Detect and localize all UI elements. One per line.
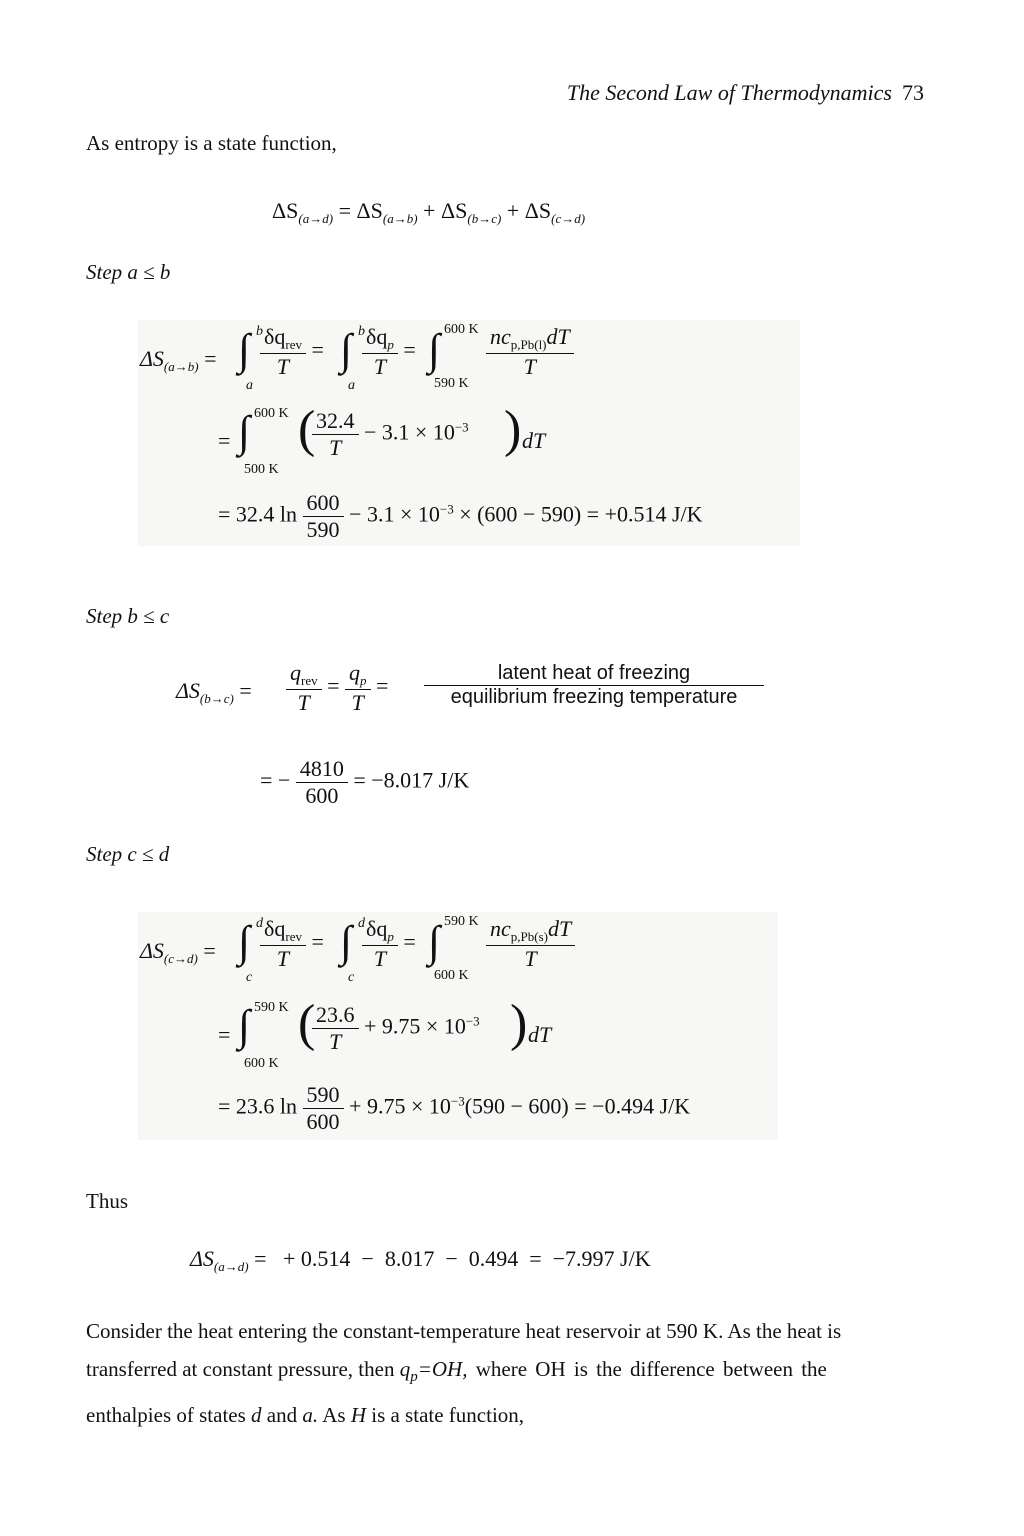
thus-label: Thus [86, 1189, 128, 1213]
main-equation: $\Delta S_{(a\to d)} = \Delta S_{(a\to b)} + \Delta S_{(b\to c)} + \Delta S_{(c\to d)}$ [272, 198, 586, 226]
page-number: 73 [902, 80, 924, 105]
intro-text: As entropy is a state function, [86, 131, 337, 155]
step-bc-label: Step b ≤ c [86, 604, 170, 628]
running-header [567, 80, 924, 106]
total-equation: $\Delta S_{(a\to d)}$ = + 0.514 − 8.017 − 0.494 = −7.997 J/K [190, 1246, 651, 1274]
step-ab-equation-block: $\Delta S_{(a\to b)}$ = ∫ b a $\frac{\delta q_{rev}}{T}$ = ∫ b a $\frac{\delta q_p}{T}$ = ∫ 600 K 590 K $\frac{nc_{p,Pb(l)}dT}{T}$ = ∫ 600 K 500 K ( $\frac{32.4}{T}$ − $3.1 \times 10^{-3}$ ) dT = 32.4 ln $\frac{600}{590}$ − $3.1 \times 10^{-3} \times (600 - 590) = +0.514$ J/K [138, 320, 800, 546]
step-bc-equation-block: $\Delta S_{(b\to c)}$ = $\frac{q_{rev}}{T}$ = $\frac{q_p}{T}$ = $\frac{\text{latent heat of freezing}}{\text{equilibrium freezing temperature}}$ = − $\frac{4810}{600}$ = −8.017 J/K [176, 660, 776, 810]
step-cd-label: Step c ≤ d [86, 842, 170, 866]
step-ab-label: Step a ≤ b [86, 260, 171, 284]
step-cd-equation-block: $\Delta S_{(c\to d)}$ = ∫ d c $\frac{\delta q_{rev}}{T}$ = ∫ d c $\frac{\delta q_p}{T}$ = ∫ 590 K 600 K $\frac{nc_{p,Pb(s)}dT}{T}$ = ∫ 590 K 600 K ( $\frac{23.6}{T}$ + $9.75 \times 10^{-3}$ ) dT = 23.6 ln $\frac{590}{600}$ + $9.75 \times 10^{-3}(590 - 600) = -0.494$ J/K [138, 912, 778, 1140]
closing-paragraph: Consider the heat entering the constant-temperature heat reservoir at 590 K. As the heat is transferred at constant pressure, then $q_p=OH$, where OH is the difference between the enthalpies of states d and a. As H is a state function, [86, 1319, 842, 1428]
running-title: The Second Law of Thermodynamics [566, 80, 892, 105]
